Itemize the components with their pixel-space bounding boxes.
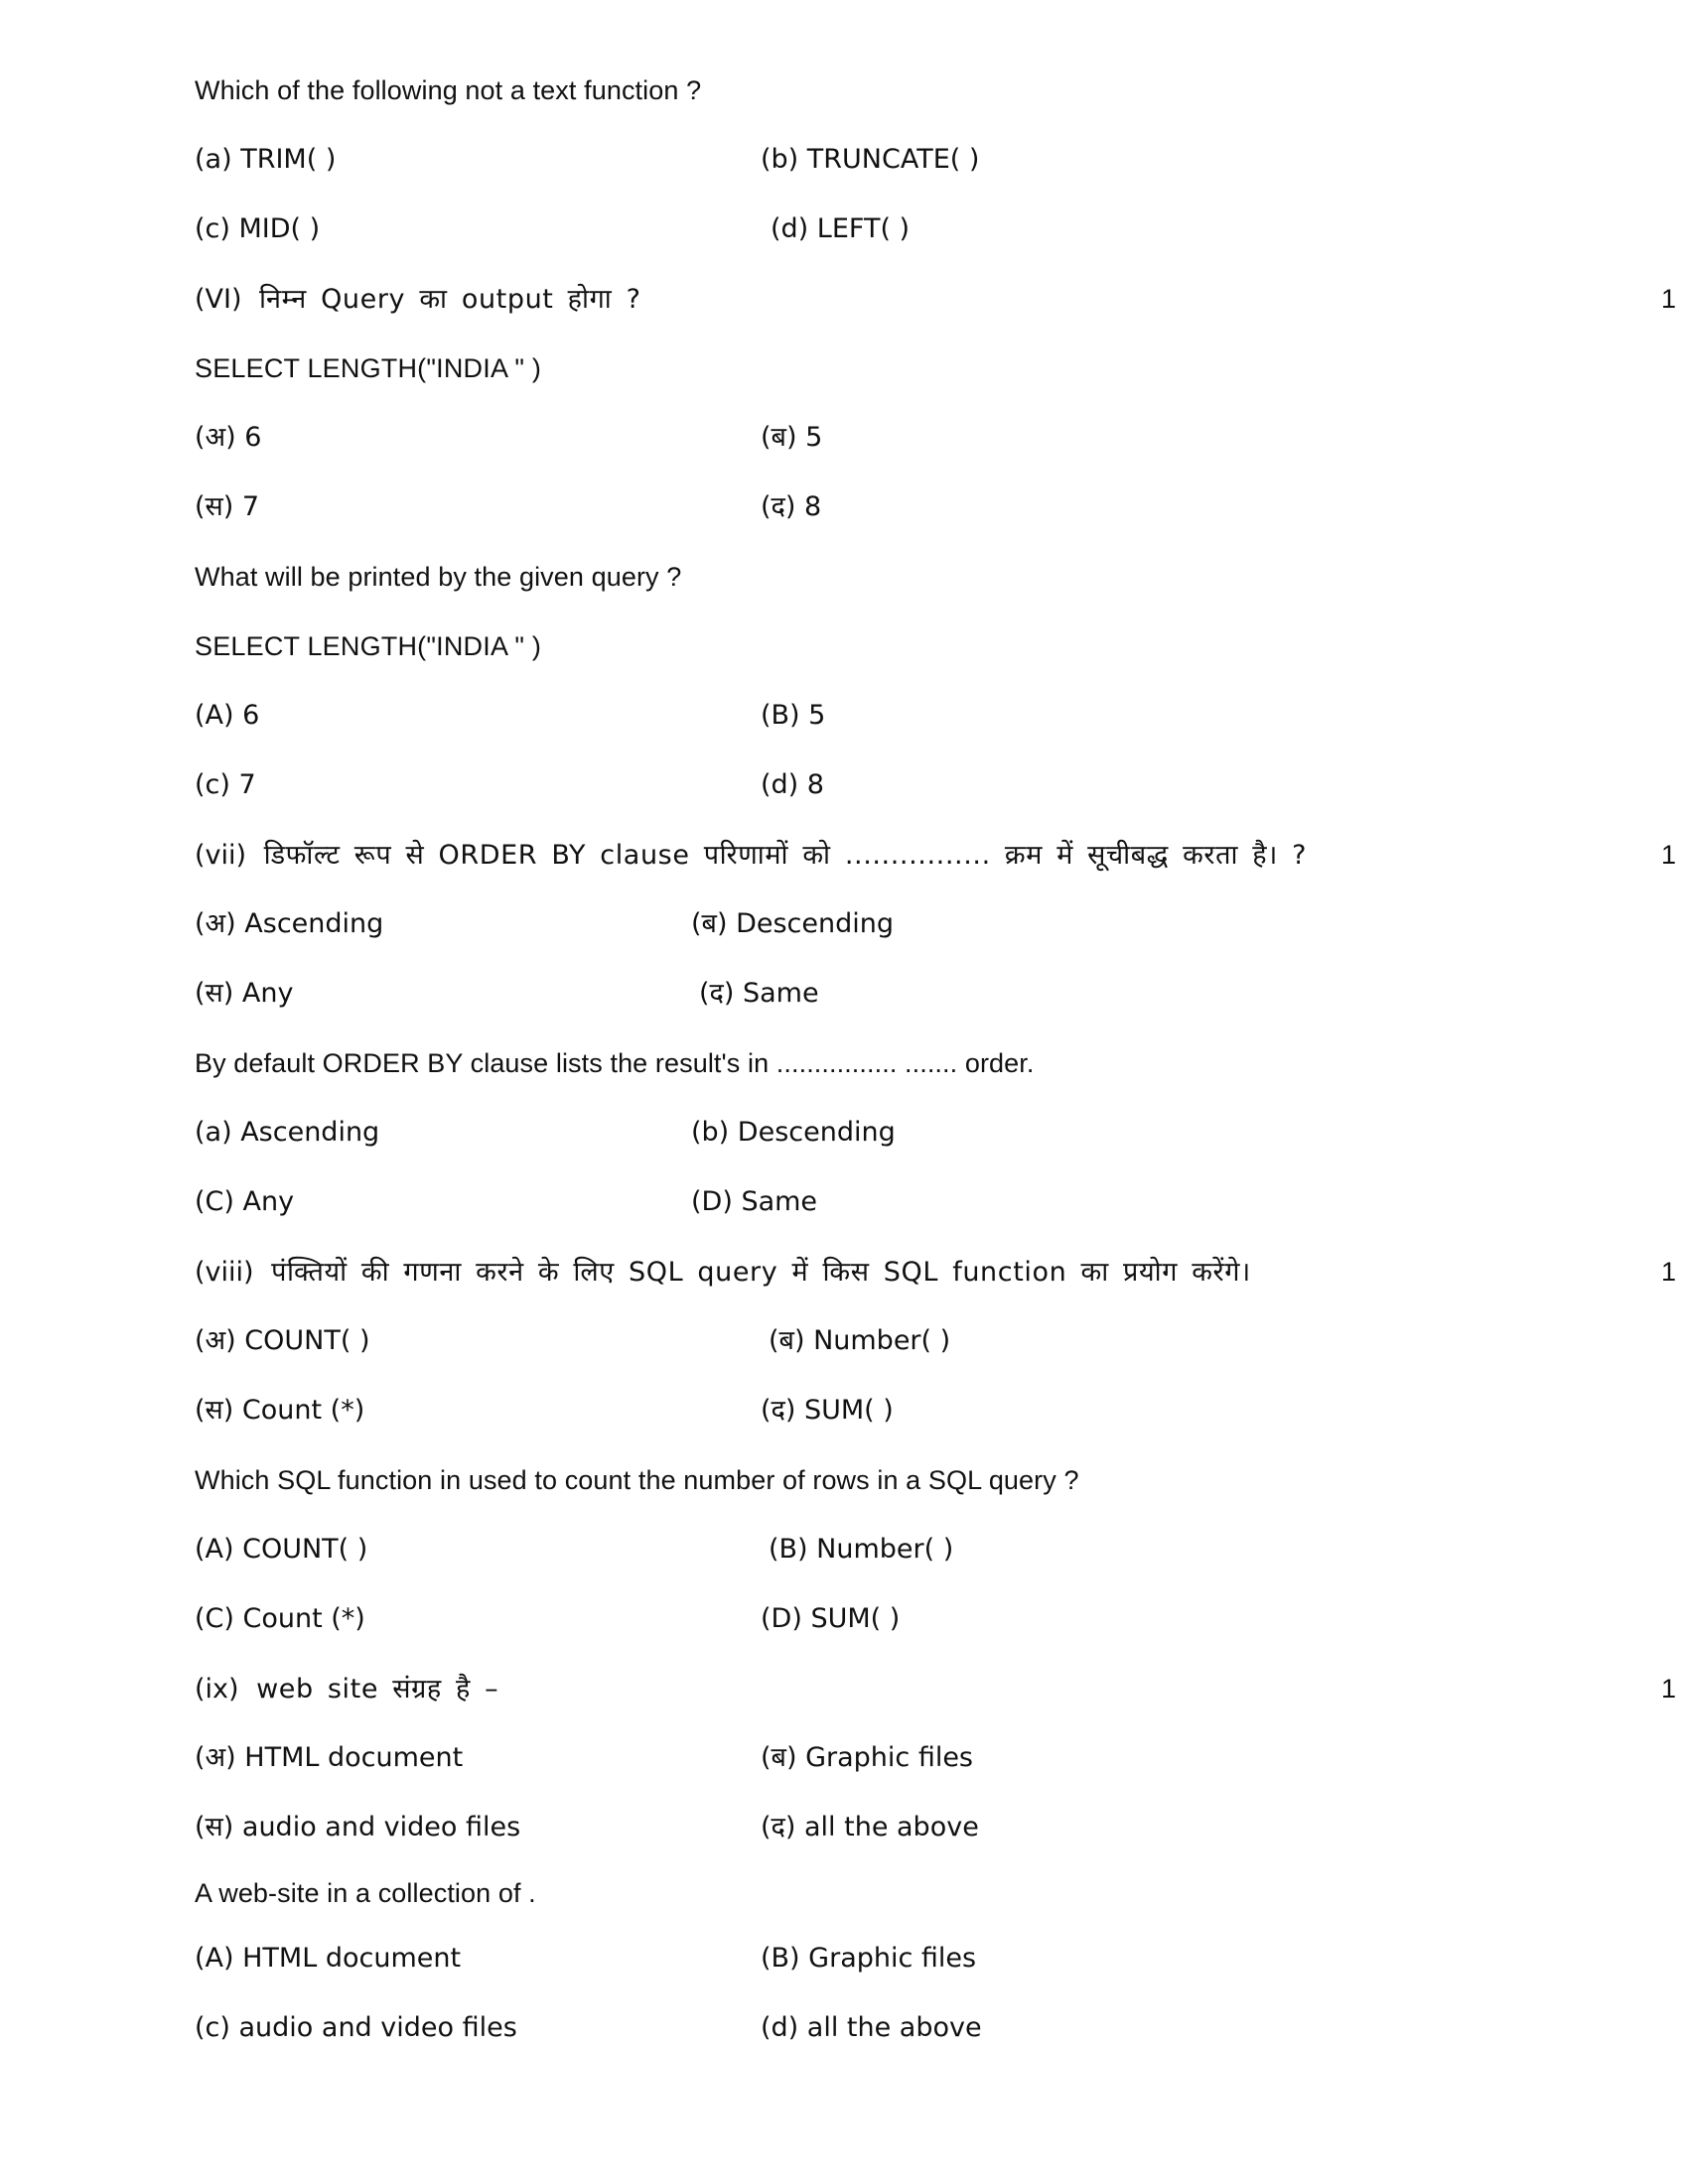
option-left[interactable]: (अ) COUNT( ) <box>195 1325 370 1356</box>
option-right[interactable]: (d) 8 <box>761 769 824 800</box>
option-left[interactable]: (अ) HTML document <box>195 1742 464 1773</box>
question-marks: 1 <box>1660 1257 1676 1287</box>
question-stem <box>195 1862 1495 1924</box>
question-stem-text: By default ORDER BY clause lists the result's in ................ ....... order. <box>195 1048 1035 1078</box>
question-stem-hindi <box>195 1237 1676 1306</box>
question-stem-hindi <box>195 1654 1676 1723</box>
option-left[interactable]: (A) 6 <box>195 700 260 731</box>
option-right[interactable]: (D) Same <box>691 1186 818 1217</box>
option-row <box>195 681 1495 751</box>
question-stem-hindi <box>195 820 1676 889</box>
option-row <box>195 1793 1495 1862</box>
question-stem <box>195 1028 1495 1098</box>
question-stem-text: web site संग्रह है – <box>256 1674 499 1705</box>
option-left[interactable]: (अ) Ascending <box>195 908 384 939</box>
option-row <box>195 751 1495 820</box>
option-left[interactable]: (स) Count (*) <box>195 1395 365 1426</box>
question-stem-text: What will be printed by the given query ? <box>195 562 682 592</box>
option-left[interactable]: (A) COUNT( ) <box>195 1534 368 1565</box>
question-marks: 1 <box>1660 840 1676 870</box>
option-right[interactable]: (ब) Descending <box>691 908 894 939</box>
question-stem-text: निम्न Query का output होगा ? <box>259 284 641 315</box>
option-left[interactable]: (a) Ascending <box>195 1117 380 1148</box>
option-left[interactable]: (a) TRIM( ) <box>195 144 337 175</box>
option-right[interactable]: (द) SUM( ) <box>761 1395 894 1426</box>
option-right[interactable]: (d) all the above <box>761 2012 982 2043</box>
question-stem <box>195 542 1495 612</box>
option-row <box>195 1376 1495 1445</box>
option-row <box>195 1167 1495 1237</box>
option-row <box>195 889 1495 959</box>
option-left[interactable]: (A) HTML document <box>195 1943 462 1974</box>
question-stem <box>195 56 1495 125</box>
option-left[interactable]: (स) 7 <box>195 491 260 522</box>
question-stem <box>195 1445 1495 1515</box>
question-number: (ix) <box>195 1674 239 1705</box>
option-right[interactable]: (b) TRUNCATE( ) <box>761 144 980 175</box>
question-stem-text: पंक्तियों की गणना करने के लिए SQL query में किस SQL function का प्रयोग करेंगे। <box>271 1257 1251 1288</box>
code-line <box>195 612 1495 681</box>
code-text: SELECT LENGTH("INDIA " ) <box>195 631 542 661</box>
option-left[interactable]: (स) audio and video files <box>195 1812 521 1843</box>
question-stem-hindi <box>195 264 1676 334</box>
option-right[interactable]: (ब) Graphic files <box>761 1742 974 1773</box>
option-left[interactable]: (C) Any <box>195 1186 295 1217</box>
question-stem-text: Which of the following not a text function ? <box>195 75 702 105</box>
question-stem-text: A web-site in a collection of . <box>195 1878 536 1908</box>
option-left[interactable]: (C) Count (*) <box>195 1603 365 1634</box>
option-row <box>195 125 1495 195</box>
option-right[interactable]: (B) 5 <box>761 700 826 731</box>
code-line <box>195 334 1495 403</box>
question-list <box>195 56 1676 2063</box>
question-number: (VI) <box>195 284 242 315</box>
question-marks: 1 <box>1660 284 1676 314</box>
option-left[interactable]: (अ) 6 <box>195 422 262 453</box>
option-right[interactable]: (B) Graphic files <box>761 1943 977 1974</box>
question-marks: 1 <box>1660 1674 1676 1704</box>
question-number: (viii) <box>195 1257 254 1288</box>
option-row <box>195 959 1495 1028</box>
option-right[interactable]: (d) LEFT( ) <box>771 213 911 244</box>
option-right[interactable]: (द) 8 <box>761 491 822 522</box>
option-left[interactable]: (c) MID( ) <box>195 213 321 244</box>
option-row <box>195 1098 1495 1167</box>
question-number: (vii) <box>195 840 247 871</box>
option-right[interactable]: (ब) 5 <box>761 422 823 453</box>
option-right[interactable]: (b) Descending <box>691 1117 896 1148</box>
question-stem-text: डिफॉल्ट रूप से ORDER BY clause परिणामों को ................ क्रम में सूचीबद्ध करता है। ? <box>263 840 1308 871</box>
option-row <box>195 1924 1495 1993</box>
option-right[interactable]: (D) SUM( ) <box>761 1603 901 1634</box>
option-row <box>195 1993 1495 2063</box>
option-row <box>195 1584 1495 1654</box>
option-right[interactable]: (द) all the above <box>761 1812 979 1843</box>
option-right[interactable]: (B) Number( ) <box>769 1534 954 1565</box>
code-text: SELECT LENGTH("INDIA " ) <box>195 353 542 383</box>
option-row <box>195 473 1495 542</box>
option-row <box>195 1515 1495 1584</box>
option-right[interactable]: (ब) Number( ) <box>769 1325 951 1356</box>
option-right[interactable]: (द) Same <box>699 978 819 1009</box>
question-stem-text: Which SQL function in used to count the number of rows in a SQL query ? <box>195 1465 1079 1495</box>
option-left[interactable]: (c) 7 <box>195 769 256 800</box>
option-left[interactable]: (c) audio and video files <box>195 2012 517 2043</box>
option-row <box>195 403 1495 473</box>
option-row <box>195 1306 1495 1376</box>
option-row <box>195 195 1495 264</box>
option-left[interactable]: (स) Any <box>195 978 294 1009</box>
option-row <box>195 1723 1495 1793</box>
